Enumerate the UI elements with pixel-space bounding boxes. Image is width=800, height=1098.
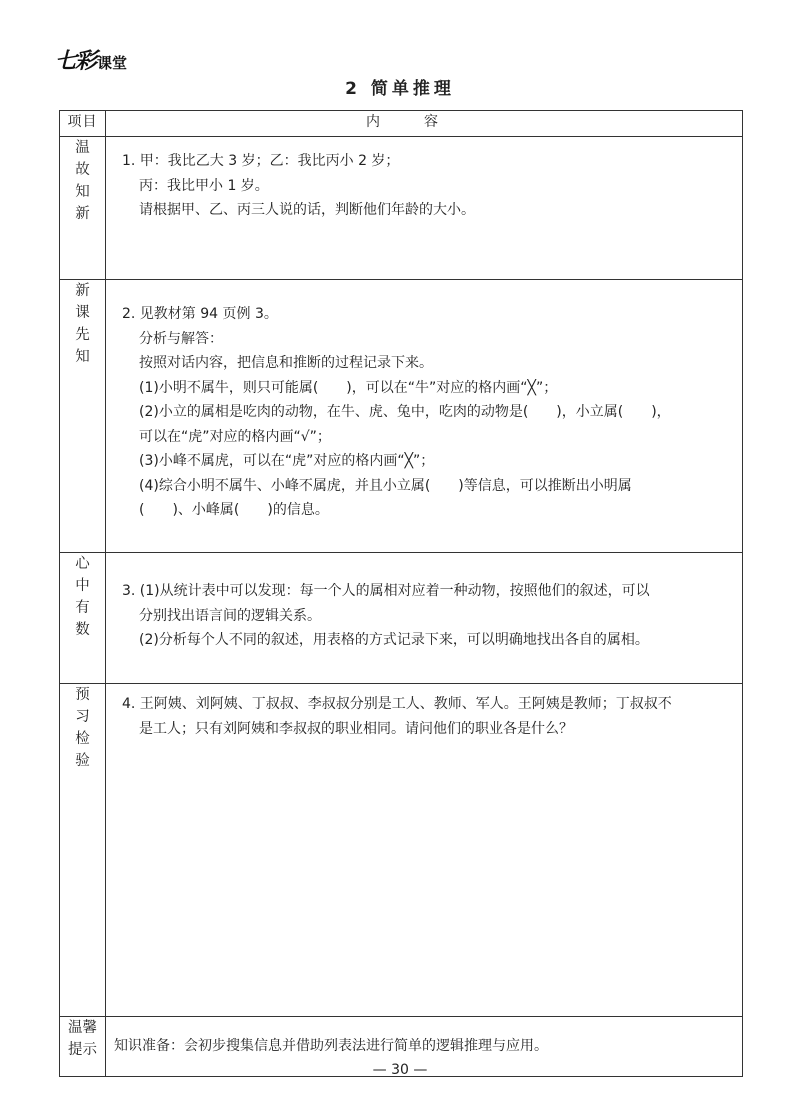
question-2-line-2: 分析与解答： bbox=[139, 330, 223, 347]
question-1-line-1: 1. 甲：我比乙大 3 岁；乙：我比丙小 2 岁； bbox=[122, 153, 400, 169]
row-label-preview-check: 预 习 检 验 bbox=[60, 684, 106, 1017]
row-content-review bbox=[106, 137, 743, 280]
question-2-line-3: 按照对话内容，把信息和推断的过程记录下来。 bbox=[139, 355, 433, 371]
row-label-tips: 温馨 提示 bbox=[60, 1017, 106, 1077]
question-3-line-2: 分别找出语言间的逻辑关系。 bbox=[139, 607, 321, 624]
question-3-line-3: (2)分析每个人不同的叙述，用表格的方式记录下来，可以明确地找出各自的属相。 bbox=[139, 632, 649, 648]
row-content-preview-check bbox=[106, 684, 743, 1017]
logo-script-text: 七彩 bbox=[55, 48, 96, 74]
question-2-line-9: ( )、小峰属( )的信息。 bbox=[139, 502, 329, 518]
question-2-line-4: (1)小明不属牛，则只可能属( )，可以在“牛”对应的格内画“╳”； bbox=[139, 379, 558, 396]
question-2-line-6: 可以在“虎”对应的格内画“√”； bbox=[139, 428, 331, 445]
table-header-row bbox=[60, 111, 743, 137]
logo-word-text: 课堂 bbox=[97, 54, 128, 72]
question-3-line-1: 3. (1)从统计表中可以发现：每一个人的属相对应着一种动物，按照他们的叙述，可以 bbox=[122, 583, 650, 599]
table-row-review bbox=[60, 137, 743, 280]
question-4-line-1: 4. 王阿姨、刘阿姨、丁叔叔、李叔叔分别是工人、教师、军人。王阿姨是教师；丁叔叔不 bbox=[122, 696, 672, 712]
row-content-key-points bbox=[106, 553, 743, 684]
page-title: 2 简单推理 bbox=[345, 79, 455, 99]
question-2-line-5: (2)小立的属相是吃肉的动物，在牛、虎、兔中，吃肉的动物是( )，小立属( )， bbox=[139, 404, 671, 420]
question-4-line-2: 是工人；只有刘阿姨和李叔叔的职业相同。请问他们的职业各是什么？ bbox=[139, 720, 573, 737]
table-row-key-points bbox=[60, 553, 743, 684]
table-row-new-lesson bbox=[60, 280, 743, 553]
table-row-preview-check bbox=[60, 684, 743, 1017]
brand-logo bbox=[55, 44, 127, 75]
page-number: — 30 — bbox=[372, 1062, 428, 1078]
question-2-line-8: (4)综合小明不属牛、小峰不属虎，并且小立属( )等信息，可以推断出小明属 bbox=[139, 477, 632, 494]
question-2-line-7: (3)小峰不属虎，可以在“虎”对应的格内画“╳”； bbox=[139, 453, 435, 469]
question-1-line-3: 请根据甲、乙、丙三人说的话，判断他们年龄的大小。 bbox=[139, 202, 475, 218]
row-label-new-lesson: 新 课 先 知 bbox=[60, 280, 106, 553]
question-1-line-2: 丙：我比甲小 1 岁。 bbox=[139, 177, 269, 194]
column-header-content: 内容 bbox=[106, 111, 743, 137]
row-label-key-points: 心 中 有 数 bbox=[60, 553, 106, 684]
column-header-item: 项目 bbox=[60, 111, 106, 137]
tip-text: 知识准备：会初步搜集信息并借助列表法进行简单的逻辑推理与应用。 bbox=[114, 1038, 548, 1055]
question-2-line-1: 2. 见教材第 94 页例 3。 bbox=[122, 306, 278, 322]
lesson-table bbox=[59, 110, 743, 1077]
row-label-review: 温 故 知 新 bbox=[60, 137, 106, 280]
row-content-new-lesson bbox=[106, 280, 743, 553]
